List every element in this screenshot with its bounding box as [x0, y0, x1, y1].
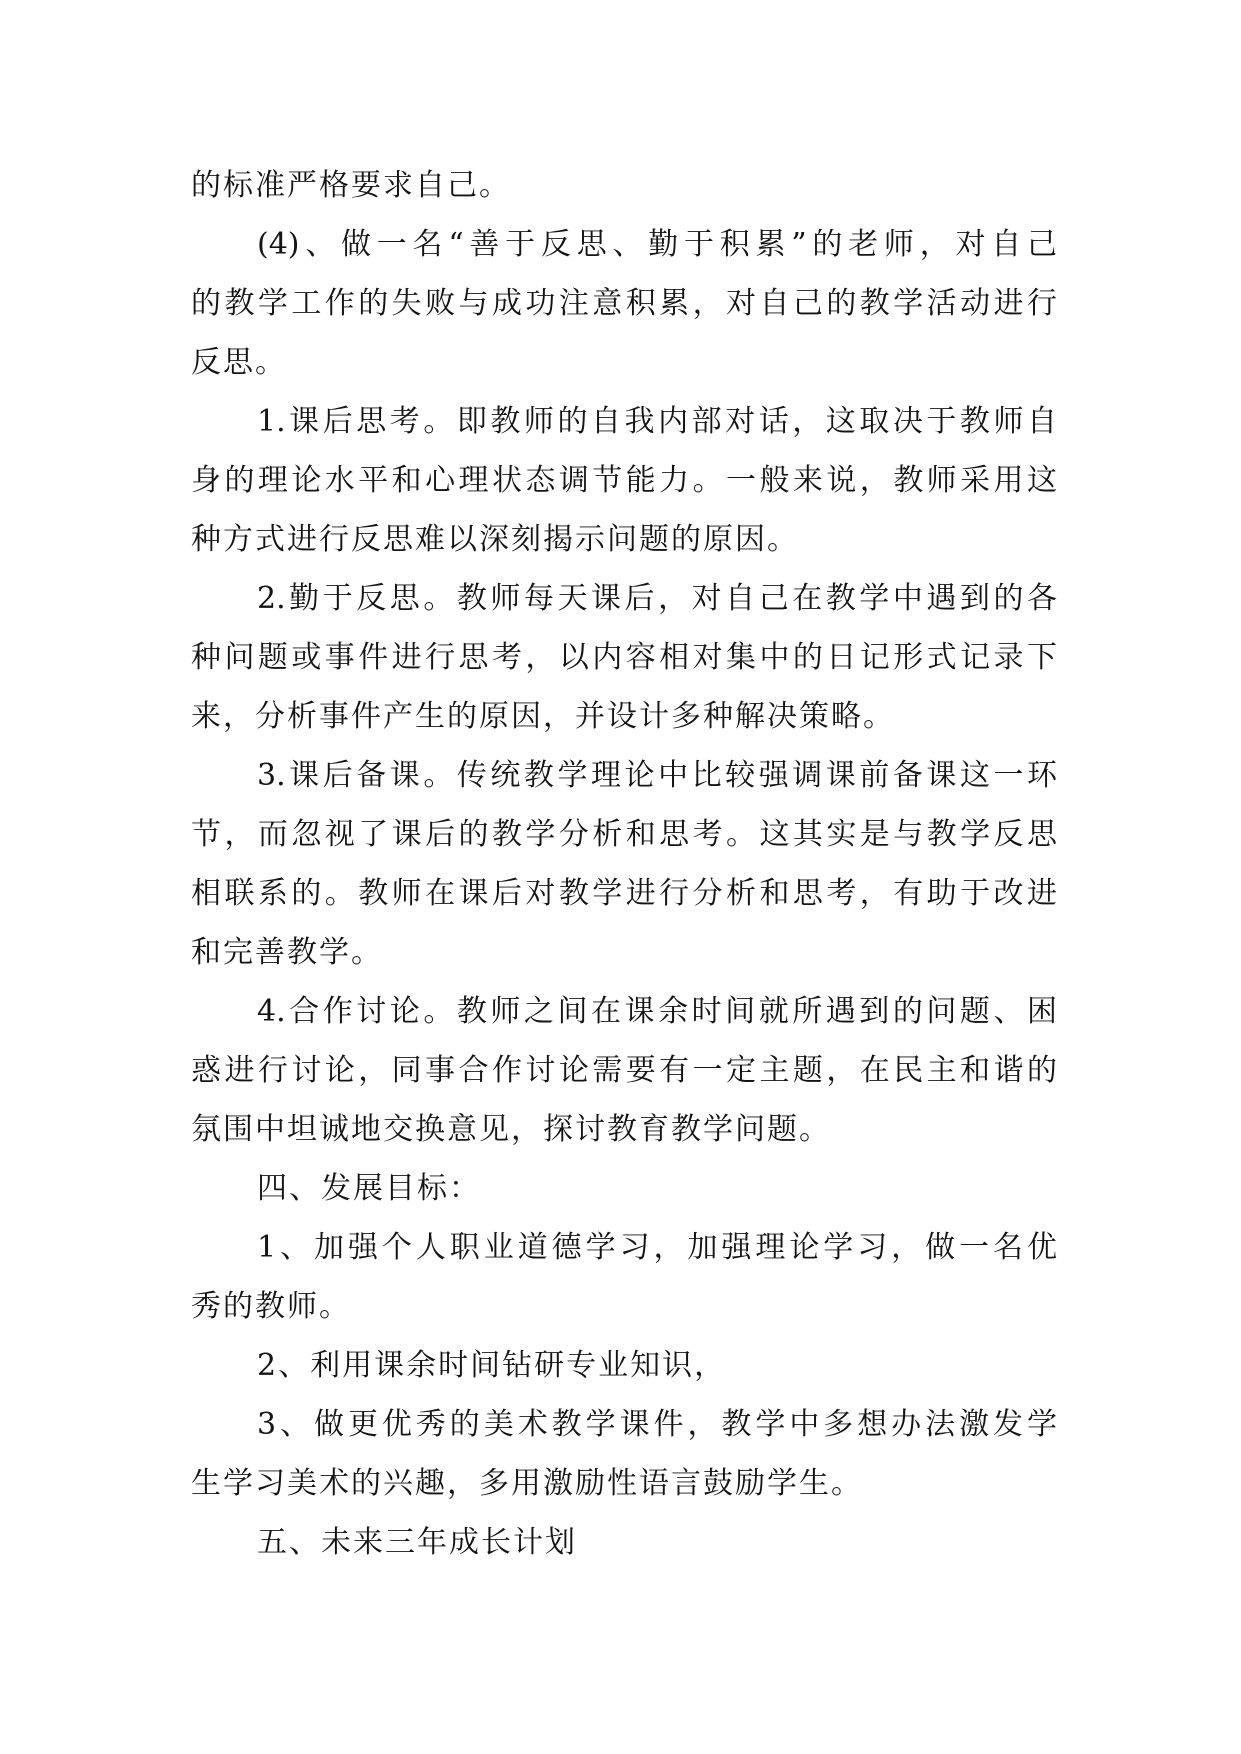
document-page — [191, 156, 1057, 1572]
paragraph-line: 的教学工作的失败与成功注意积累，对自己的教学活动进行 — [191, 286, 1057, 321]
paragraph-reflection-1 — [191, 392, 1057, 569]
paragraph-line: 1、加强个人职业道德学习，加强理论学习，做一名优 — [257, 1230, 1057, 1265]
paragraph-reflection-4 — [191, 982, 1057, 1159]
paragraph-line: 4.合作讨论。教师之间在课余时间就所遇到的问题、困 — [257, 994, 1057, 1029]
paragraph-line: 种问题或事件进行思考，以内容相对集中的日记形式记录下 — [191, 640, 1057, 675]
paragraph-line: 和完善教学。 — [191, 935, 383, 970]
paragraph-continuation — [191, 156, 1057, 215]
section-heading: 四、发展目标： — [257, 1171, 481, 1206]
paragraph-line: 来，分析事件产生的原因，并设计多种解决策略。 — [191, 699, 895, 734]
paragraph-goal-3 — [191, 1395, 1057, 1513]
paragraph-item-4 — [191, 215, 1057, 392]
paragraph-line: 生学习美术的兴趣，多用激励性语言鼓励学生。 — [191, 1466, 863, 1501]
paragraph-line: 节，而忽视了课后的教学分析和思考。这其实是与教学反思 — [191, 817, 1057, 852]
paragraph-line: 相联系的。教师在课后对教学进行分析和思考，有助于改进 — [191, 876, 1057, 911]
paragraph-line: 2、利用课余时间钻研专业知识， — [257, 1348, 727, 1383]
paragraph-line: 的标准严格要求自己。 — [191, 168, 511, 203]
section-heading-goals — [191, 1159, 1057, 1218]
paragraph-line: 惑进行讨论，同事合作讨论需要有一定主题，在民主和谐的 — [191, 1053, 1057, 1088]
section-heading-plan — [191, 1513, 1057, 1572]
paragraph-line: 氛围中坦诚地交换意见，探讨教育教学问题。 — [191, 1112, 831, 1147]
paragraph-line: (4)、做一名“善于反思、勤于积累”的老师，对自己 — [257, 227, 1057, 262]
paragraph-line: 秀的教师。 — [191, 1289, 351, 1324]
paragraph-line: 3.课后备课。传统教学理论中比较强调课前备课这一环 — [257, 758, 1057, 793]
paragraph-line: 1.课后思考。即教师的自我内部对话，这取决于教师自 — [257, 404, 1057, 439]
paragraph-reflection-3 — [191, 746, 1057, 982]
paragraph-line: 3、做更优秀的美术教学课件，教学中多想办法激发学 — [257, 1407, 1057, 1442]
paragraph-line: 种方式进行反思难以深刻揭示问题的原因。 — [191, 522, 799, 557]
paragraph-line: 身的理论水平和心理状态调节能力。一般来说，教师采用这 — [191, 463, 1057, 498]
paragraph-goal-1 — [191, 1218, 1057, 1336]
paragraph-line: 反思。 — [191, 345, 287, 380]
paragraph-goal-2 — [191, 1336, 1057, 1395]
paragraph-reflection-2 — [191, 569, 1057, 746]
paragraph-line: 2.勤于反思。教师每天课后，对自己在教学中遇到的各 — [257, 581, 1057, 616]
section-heading: 五、未来三年成长计划 — [257, 1525, 577, 1560]
